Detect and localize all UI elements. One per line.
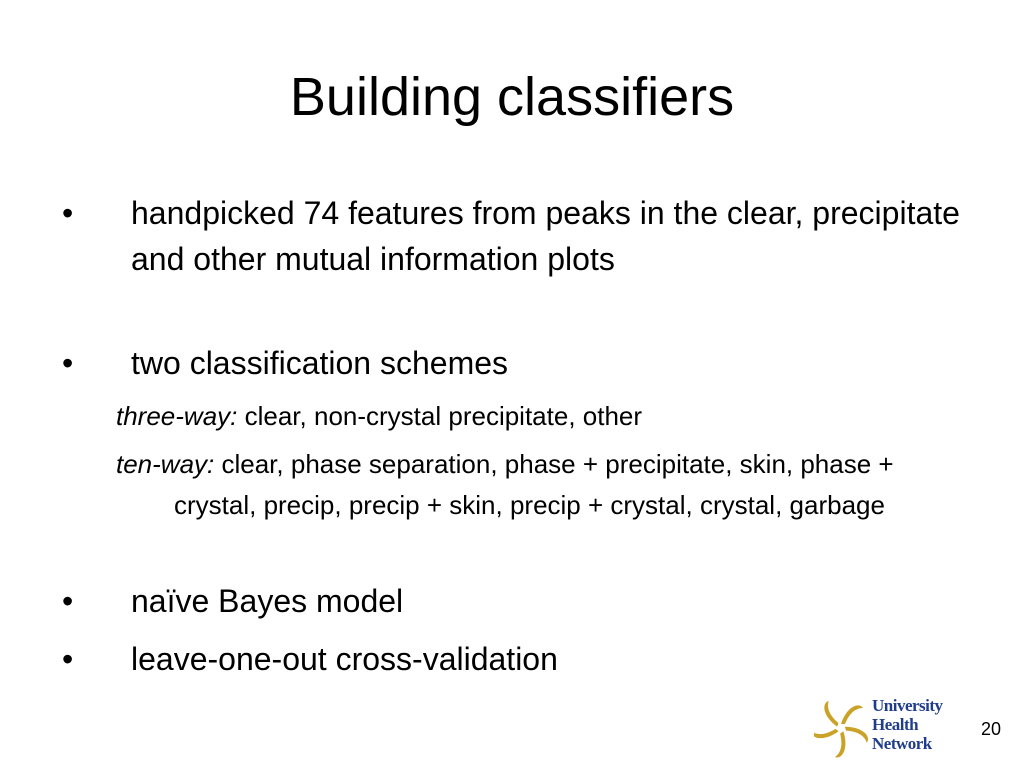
sub-item-three-way: [116, 396, 956, 437]
bullet-text: two classification schemes: [131, 345, 509, 381]
sub-item-text: clear, non-crystal precipitate, other: [237, 401, 643, 431]
bullet-mark: •: [62, 345, 74, 381]
sub-item-label: ten-way:: [116, 449, 215, 479]
uhn-swirl-icon: [814, 694, 872, 758]
slide-title: Building classifiers: [289, 67, 735, 127]
sub-item-text: clear, phase separation, phase + precipitate, skin, phase + crystal, precip, precip + skin, precip + crystal, crystal, garbage: [174, 449, 894, 520]
logo-wordmark: [872, 696, 943, 753]
logo-line: Network: [872, 734, 932, 753]
sub-item-ten-way: [116, 444, 956, 526]
sub-item-label: three-way:: [116, 401, 238, 431]
logo-line: Health: [872, 715, 919, 734]
page-number: 20: [981, 719, 1002, 739]
uhn-logo: [814, 694, 954, 758]
bullet-mark: •: [62, 195, 74, 231]
bullet-text: handpicked 74 features from peaks in the clear, precipitate and other mutual information plots: [131, 195, 960, 277]
bullet-mark: •: [62, 583, 74, 619]
bullet-text: leave-one-out cross-validation: [131, 641, 558, 677]
logo-line: University: [872, 696, 943, 715]
bullet-text: naïve Bayes model: [131, 583, 404, 619]
bullet-mark: •: [62, 641, 74, 677]
